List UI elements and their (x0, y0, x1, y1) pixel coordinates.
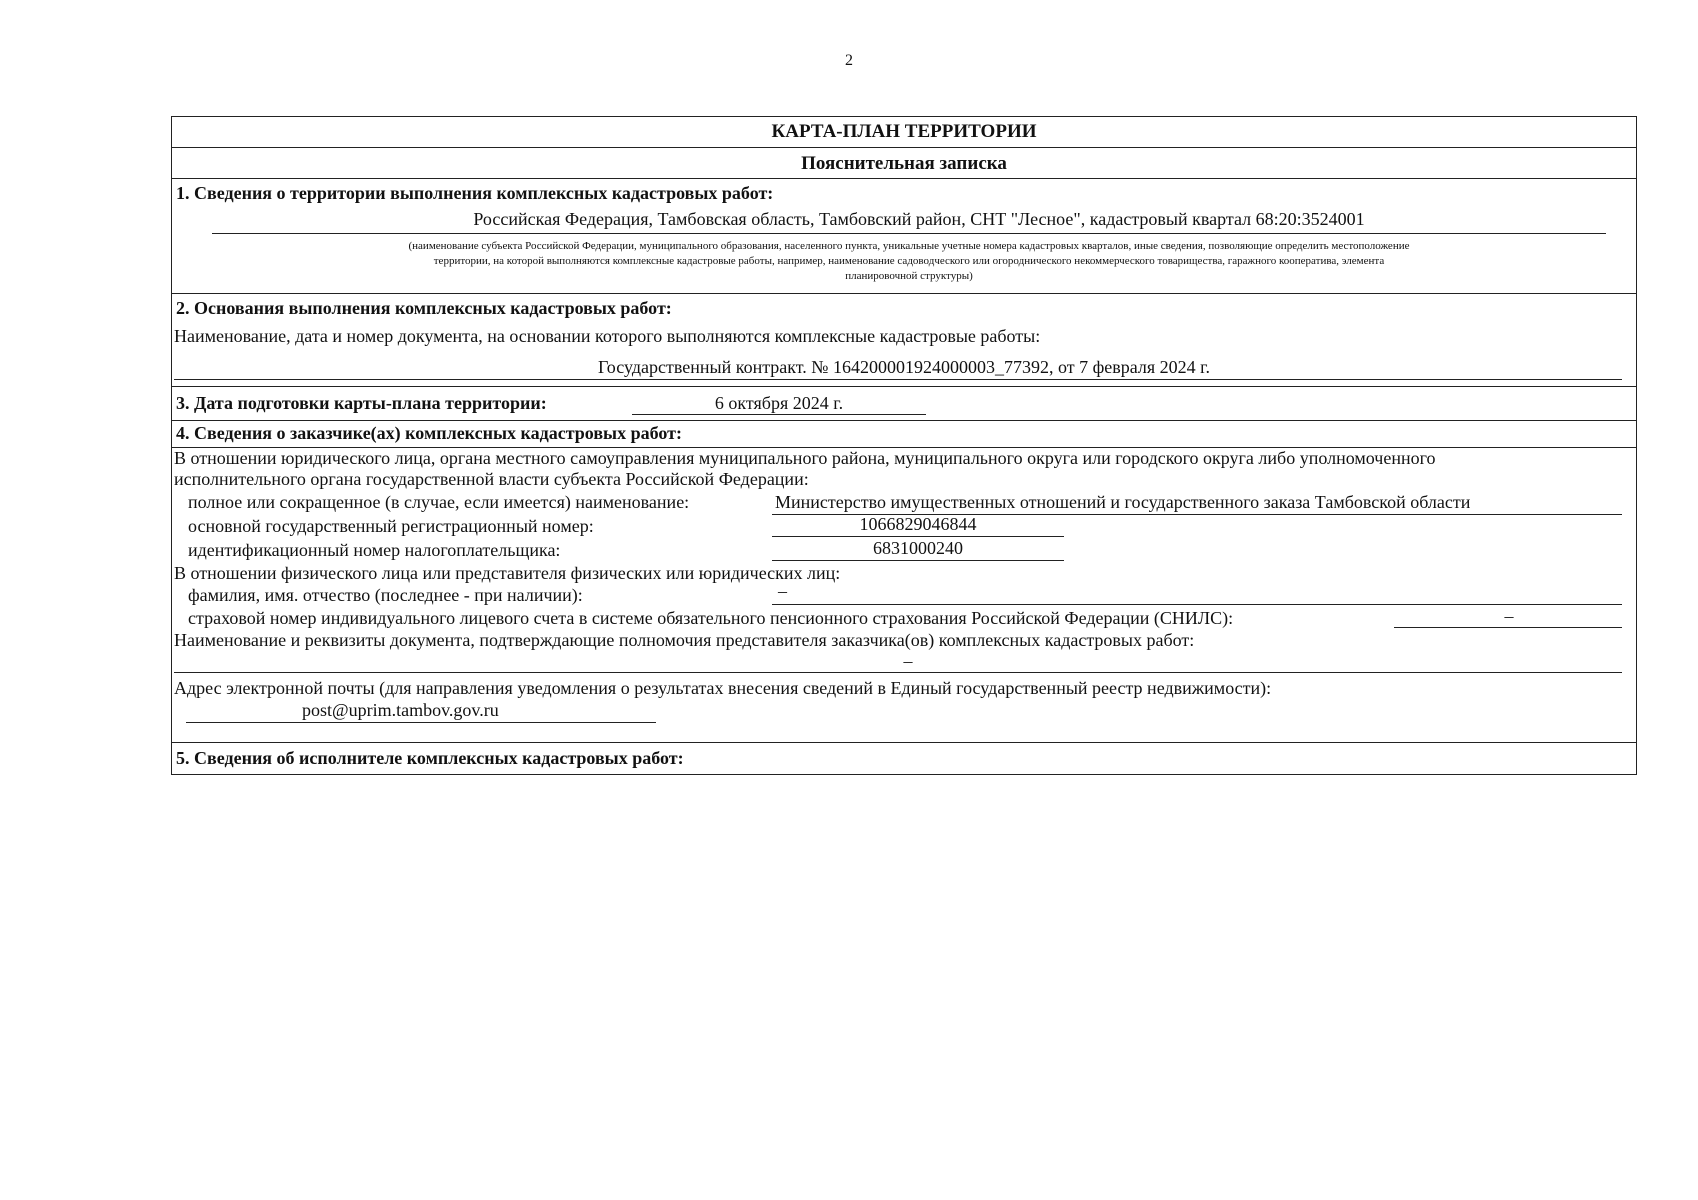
section-1 (172, 178, 1636, 293)
section-1-heading: 1. Сведения о территории выполнения комплексных кадастровых работ: (176, 183, 774, 203)
inn-value: 6831000240 (873, 538, 963, 558)
section-4-body (172, 447, 1636, 742)
territory-note-line-1: (наименование субъекта Российской Федерации, муниципального образования, населенного пункта, уникальные учетные номера кадастровых кварталов, иные сведения, позволяющие определить местоположение (408, 240, 1410, 252)
section-5-heading: 5. Сведения об исполнителе комплексных кадастровых работ: (176, 748, 684, 768)
email-underline (186, 706, 656, 723)
customer-name-label: полное или сокращенное (в случае, если имеется) наименование: (188, 492, 690, 512)
fio-label: фамилия, имя. отчество (последнее - при наличии): (188, 585, 583, 605)
ogrn-label: основной государственный регистрационный номер: (188, 516, 594, 536)
basis-value: Государственный контракт. № 164200001924000003_77392, от 7 февраля 2024 г. (597, 357, 1211, 377)
section-4-heading-row (172, 420, 1636, 447)
cadastral-plan-form (171, 116, 1637, 775)
basis-underline (174, 364, 1622, 380)
fio-underline (772, 588, 1622, 605)
legal-intro-line-1: В отношении юридического лица, органа местного самоуправления муниципального района, муниципального округа или городского округа либо уполномоченного (174, 448, 1436, 468)
section-2-heading: 2. Основания выполнения комплексных кадастровых работ: (176, 298, 672, 318)
email-value: post@uprim.tambov.gov.ru (302, 700, 499, 720)
doc-label: Наименование и реквизиты документа, подтверждающие полномочия представителя заказчика(ов) комплексных кадастровых работ: (174, 630, 1195, 650)
form-subtitle: Пояснительная записка (172, 147, 1636, 178)
ogrn-underline (772, 520, 1064, 537)
section-2 (172, 293, 1636, 386)
doc-value: – (903, 651, 913, 671)
snils-label: страховой номер индивидуального лицевого счета в системе обязательного пенсионного страхования Российской Федерации (СНИЛС): (188, 608, 1234, 628)
section-4-heading: 4. Сведения о заказчике(ах) комплексных кадастровых работ: (176, 423, 682, 443)
inn-label: идентификационный номер налогоплательщика: (188, 540, 561, 560)
doc-underline (174, 656, 1622, 673)
section-3 (172, 386, 1636, 420)
territory-value: Российская Федерация, Тамбовская область, Тамбовский район, СНТ "Лесное", кадастровый квартал 68:20:3524001 (473, 209, 1365, 229)
prep-date-value: 6 октября 2024 г. (714, 393, 844, 413)
territory-note-line-2: территории, на которой выполняются комплексные кадастровые работы, например, наименование садоводческого или огороднического некоммерческого товарищества, гаражного кооператива, элемента (433, 255, 1385, 267)
snils-underline (1394, 611, 1622, 628)
form-title: КАРТА-ПЛАН ТЕРРИТОРИИ (771, 121, 1037, 142)
email-label: Адрес электронной почты (для направления уведомления о результатах внесения сведений в Единый государственный реестр недвижимости): (174, 678, 1272, 698)
ogrn-value: 1066829046844 (859, 514, 977, 534)
fio-value: – (778, 581, 787, 601)
customer-name-underline (772, 498, 1622, 515)
person-intro: В отношении физического лица или представителя физических или юридических лиц: (174, 563, 841, 583)
territory-underline (212, 218, 1606, 234)
section-3-heading: 3. Дата подготовки карты-плана территории: (176, 393, 547, 413)
basis-label: Наименование, дата и номер документа, на основании которого выполняются комплексные кадастровые работы: (174, 326, 1041, 346)
page-number: 2 (845, 52, 853, 69)
territory-note-line-3: планировочной структуры) (845, 270, 973, 282)
legal-intro-line-2: исполнительного органа государственной власти субъекта Российской Федерации: (174, 469, 809, 489)
customer-name-value: Министерство имущественных отношений и государственного заказа Тамбовской области (775, 492, 1471, 512)
section-5 (172, 742, 1636, 774)
snils-value: – (1504, 606, 1514, 626)
prep-date-underline (632, 397, 926, 415)
inn-underline (772, 544, 1064, 561)
